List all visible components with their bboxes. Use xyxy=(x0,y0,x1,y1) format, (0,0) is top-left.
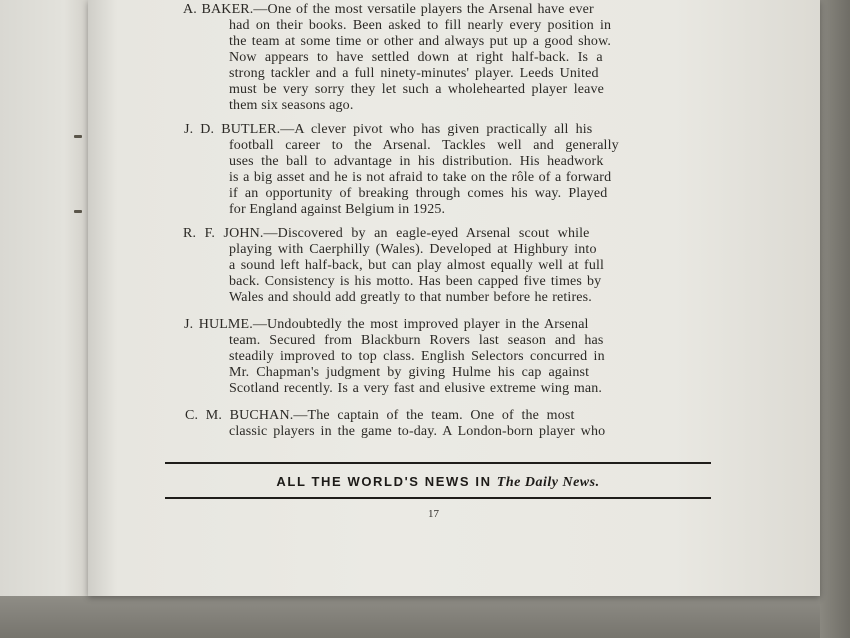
entry-line: must be very sorry they let such a wholehearted player leave xyxy=(229,82,604,97)
entry-line: a sound left half-back, but can play almost equally well at full xyxy=(229,258,605,273)
entry-line: is a big asset and he is not afraid to take on the rôle of a forward xyxy=(229,170,612,185)
table-surface xyxy=(0,596,820,638)
page-edge xyxy=(820,0,850,638)
entry-line: back. Consistency is his motto. Has been capped five times by xyxy=(229,274,602,289)
footer-rule-bottom xyxy=(165,497,711,499)
entry-heading-line: C. M. BUCHAN.—The captain of the team. One of the most xyxy=(185,408,575,423)
entry-line: classic players in the game to-day. A London-born player who xyxy=(229,424,606,439)
entry-line: strong tackler and a full ninety-minutes' player. Leeds United xyxy=(229,66,599,81)
entry-line: if an opportunity of breaking through comes his way. Played xyxy=(229,186,608,201)
newspaper-name: The Daily News. xyxy=(496,475,600,490)
entry-line: football career to the Arsenal. Tackles well and generally xyxy=(229,138,619,153)
footer-banner xyxy=(165,474,711,491)
entry-line: the team at some time or other and always put up a good show. xyxy=(229,34,612,49)
entry-line: playing with Caerphilly (Wales). Developed at Highbury into xyxy=(229,242,597,257)
entry-line: Mr. Chapman's judgment by giving Hulme his cap against xyxy=(229,365,590,380)
entry-heading-line: J. HULME.—Undoubtedly the most improved player in the Arsenal xyxy=(184,317,589,332)
staple-mark xyxy=(74,210,82,213)
entry-line: Wales and should add greatly to that number before he retires. xyxy=(229,290,592,305)
staple-mark xyxy=(74,135,82,138)
entry-line: steadily improved to top class. English Selectors concurred in xyxy=(229,349,605,364)
entry-heading-line: R. F. JOHN.—Discovered by an eagle-eyed Arsenal scout while xyxy=(183,226,590,241)
entry-line: them six seasons ago. xyxy=(229,98,354,113)
footer-rule-top xyxy=(165,462,711,464)
page-number: 17 xyxy=(428,508,439,520)
entry-line: Scotland recently. Is a very fast and elusive extreme wing man. xyxy=(229,381,603,396)
entry-heading-line: J. D. BUTLER.—A clever pivot who has given practically all his xyxy=(184,122,593,137)
entry-line: for England against Belgium in 1925. xyxy=(229,202,446,217)
footer-banner-text: ALL THE WORLD'S NEWS IN xyxy=(276,474,492,489)
entry-line: team. Secured from Blackburn Rovers last season and has xyxy=(229,333,604,348)
entry-line: uses the ball to advantage in his distribution. His headwork xyxy=(229,154,604,169)
entry-heading-line: A. BAKER.—One of the most versatile players the Arsenal have ever xyxy=(183,2,594,17)
left-page xyxy=(0,0,92,610)
entry-line: had on their books. Been asked to fill nearly every position in xyxy=(229,18,612,33)
entry-line: Now appears to have settled down at right half-back. Is a xyxy=(229,50,603,65)
